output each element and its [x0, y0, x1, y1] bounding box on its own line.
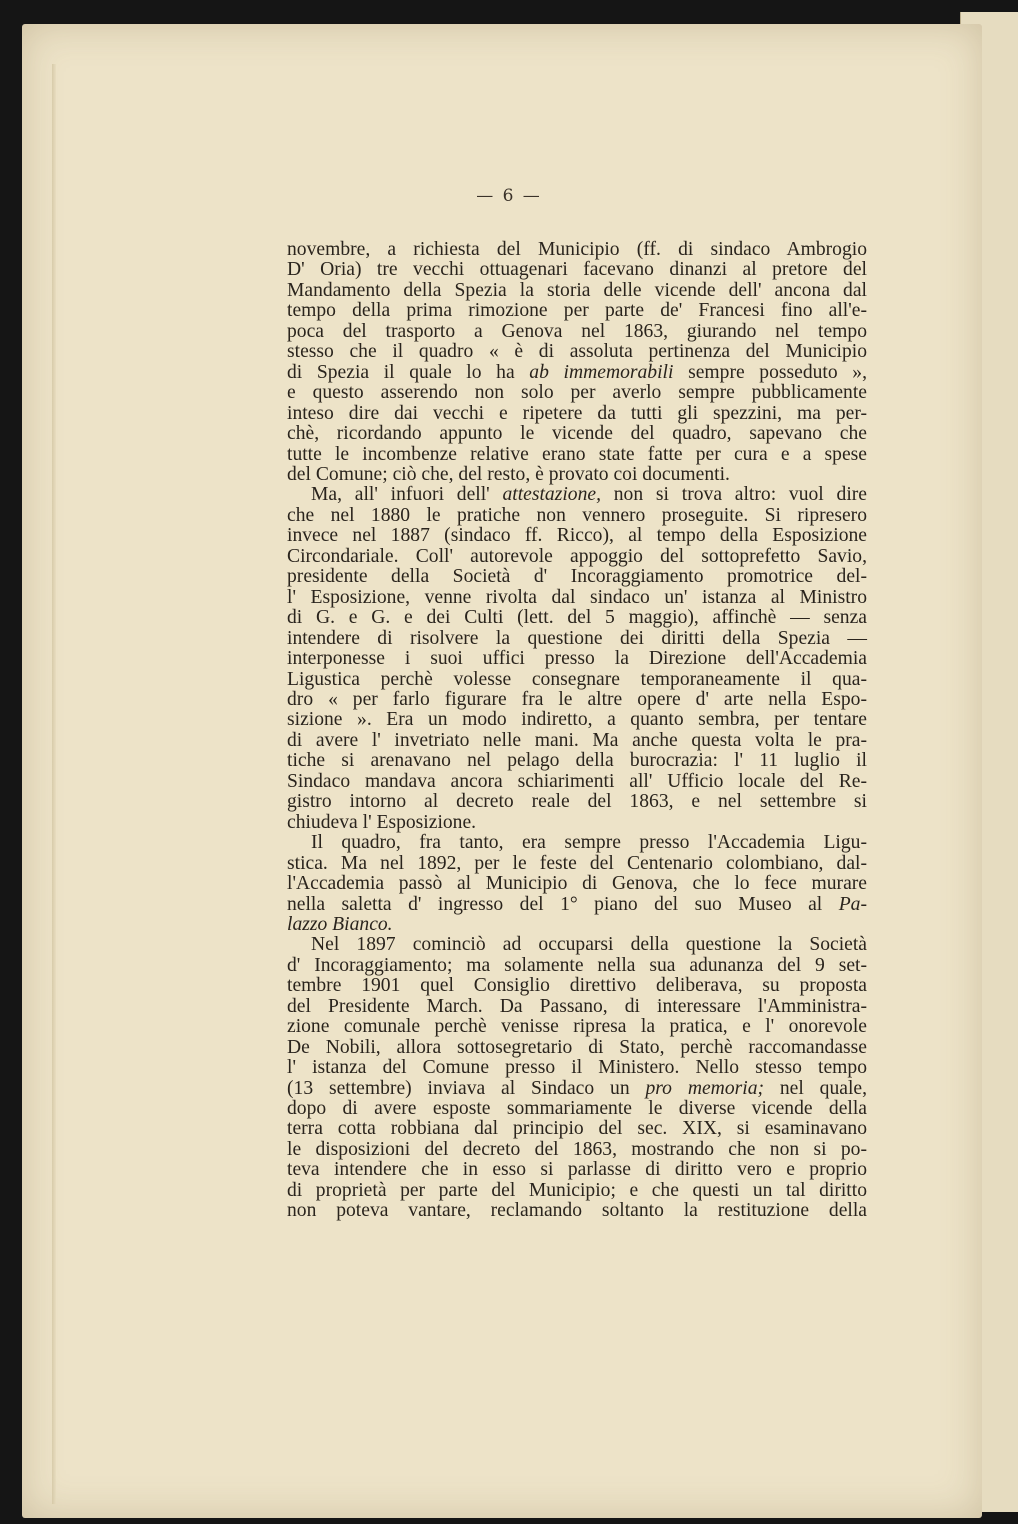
line-text: di Spezia il quale lo ha: [287, 361, 530, 383]
line-text: Il quadro, fra tanto, era sempre presso l'Accademia Ligu-: [311, 832, 867, 854]
text-line: [287, 915, 867, 935]
text-line: [287, 465, 867, 485]
line-text: non poteva vantare, reclamando soltanto la restituzione della: [287, 1200, 867, 1222]
text-line: [287, 997, 867, 1017]
text-line: [287, 935, 867, 955]
line-text: terra cotta robbiana dal principio del sec. XIX, si esaminavano: [287, 1118, 867, 1140]
line-text: d' Incoraggiamento; ma solamente nella sua adunanza del 9 set-: [287, 954, 867, 976]
text-line: [287, 1201, 867, 1221]
line-text: di avere l' invetriato nelle mani. Ma anche questa volta le pra-: [287, 729, 867, 751]
text-line: [287, 342, 867, 362]
line-text: tiche si arenavano nel pelago della burocrazia: l' 11 luglio il: [287, 750, 867, 772]
text-line: [287, 1017, 867, 1037]
line-text: nel quale,: [764, 1077, 867, 1099]
text-line: [287, 1160, 867, 1180]
text-line: [287, 567, 867, 587]
text-line: [287, 1181, 867, 1201]
line-text: nella saletta d' ingresso del 1° piano del suo Museo al: [287, 893, 839, 915]
line-text: D' Oria) tre vecchi ottuagenari facevano dinanzi al pretore del: [287, 259, 867, 281]
text-line: [287, 670, 867, 690]
text-line: [287, 854, 867, 874]
line-text: (13 settembre) inviava al Sindaco un: [287, 1077, 646, 1099]
text-line: [287, 956, 867, 976]
text-line: [287, 731, 867, 751]
line-text: invece nel 1887 (sindaco ff. Ricco), al tempo della Esposizione: [287, 525, 867, 547]
line-text: stica. Ma nel 1892, per le feste del Centenario colombiano, dal-: [287, 852, 867, 874]
line-text: chiudeva l' Esposizione.: [287, 811, 477, 833]
text-line: [287, 629, 867, 649]
text-line: [287, 322, 867, 342]
line-text: sizione ». Era un modo indiretto, a quanto sembra, per tentare: [287, 709, 867, 731]
italic-text: attestazione,: [502, 484, 601, 506]
line-text: le disposizioni del decreto del 1863, mostrando che non si po-: [287, 1138, 867, 1160]
text-line: [287, 1140, 867, 1160]
text-line: [287, 383, 867, 403]
text-line: [287, 240, 867, 260]
text-line: [287, 506, 867, 526]
text-line: [287, 588, 867, 608]
line-text: di proprietà per parte del Municipio; e che questi un tal diritto: [287, 1179, 867, 1201]
line-text: del Presidente March. Da Passano, di interessare l'Amministra-: [287, 995, 867, 1017]
line-text: tutte le incombenze relative erano state fatte per cura e a spese: [287, 443, 867, 465]
line-text: novembre, a richiesta del Municipio (ff. di sindaco Ambrogio: [287, 239, 867, 260]
line-text: Sindaco mandava ancora schiarimenti all' Ufficio locale del Re-: [287, 770, 867, 792]
line-text: dopo di avere esposte sommariamente le diverse vicende della: [287, 1098, 867, 1120]
line-text: Ligustica perchè volesse consegnare temporaneamente il qua-: [287, 668, 867, 690]
line-text: chè, ricordando appunto le vicende del quadro, sapevano che: [287, 423, 867, 445]
text-line: [287, 547, 867, 567]
text-line: [287, 404, 867, 424]
text-line: [287, 813, 867, 833]
text-line: [287, 976, 867, 996]
line-text: presidente della Società d' Incoraggiamento promotrice del-: [287, 566, 867, 588]
text-line: [287, 1038, 867, 1058]
line-text: Circondariale. Coll' autorevole appoggio del sottoprefetto Savio,: [287, 545, 867, 567]
italic-text: ab immemorabili: [529, 361, 674, 383]
text-line: [287, 1079, 867, 1099]
binding-edge: [52, 64, 56, 1504]
line-text: l' Esposizione, venne rivolta dal sindaco un' istanza al Ministro: [287, 586, 867, 608]
italic-text: Pa-: [838, 893, 867, 915]
line-text: De Nobili, allora sottosegretario di Stato, perchè raccomandasse: [287, 1036, 867, 1058]
line-text: che nel 1880 le pratiche non vennero proseguite. Si ripresero: [287, 504, 867, 526]
text-line: [287, 1119, 867, 1139]
text-line: [287, 649, 867, 669]
text-line: [287, 772, 867, 792]
line-text: Mandamento della Spezia la storia delle vicende dell' ancona dal: [287, 279, 867, 301]
text-line: [287, 260, 867, 280]
text-line: [287, 301, 867, 321]
line-text: stesso che il quadro « è di assoluta pertinenza del Municipio: [287, 341, 867, 363]
line-text: interponesse i suoi uffici presso la Direzione dell'Accademia: [287, 648, 867, 670]
line-text: e questo asserendo non solo per averlo sempre pubblicamente: [287, 382, 867, 404]
text-line: [287, 874, 867, 894]
line-text: teva intendere che in esso si parlasse di diritto vero e proprio: [287, 1159, 867, 1181]
line-text: di G. e G. e dei Culti (lett. del 5 maggio), affinchè — senza: [287, 607, 867, 629]
text-line: [287, 424, 867, 444]
text-line: [287, 792, 867, 812]
text-line: [287, 526, 867, 546]
line-text: tembre 1901 quel Consiglio direttivo deliberava, su proposta: [287, 975, 867, 997]
line-text: l' istanza del Comune presso il Ministero. Nello stesso tempo: [287, 1057, 867, 1079]
line-text: sempre posseduto »,: [673, 361, 867, 383]
text-line: [287, 833, 867, 853]
line-text: tempo della prima rimozione per parte de' Francesi fino all'e-: [287, 300, 867, 322]
body-text: [287, 240, 867, 1222]
italic-text: lazzo Bianco.: [287, 913, 393, 935]
text-line: [287, 1099, 867, 1119]
text-line: [287, 1058, 867, 1078]
line-text: del Comune; ciò che, del resto, è provato coi documenti.: [287, 463, 730, 485]
text-line: [287, 895, 867, 915]
line-text: Ma, all' infuori dell': [311, 484, 503, 506]
line-text: inteso dire dai vecchi e ripetere da tutti gli spezzini, ma per-: [287, 402, 867, 424]
line-text: gistro intorno al decreto reale del 1863, e nel settembre si: [287, 791, 867, 813]
text-line: [287, 363, 867, 383]
text-line: [287, 281, 867, 301]
text-line: [287, 485, 867, 505]
line-text: dro « per farlo figurare fra le altre opere d' arte nella Espo-: [287, 688, 867, 710]
text-line: [287, 690, 867, 710]
text-line: [287, 710, 867, 730]
line-text: Nel 1897 cominciò ad occuparsi della questione la Società: [311, 934, 867, 956]
line-text: intendere di risolvere la questione dei diritti della Spezia —: [287, 627, 867, 649]
text-line: [287, 608, 867, 628]
line-text: l'Accademia passò al Municipio di Genova, che lo fece murare: [287, 873, 867, 895]
line-text: non si trova altro: vuol dire: [600, 484, 867, 506]
page-number: — 6 —: [476, 186, 542, 206]
line-text: zione comunale perchè venisse ripresa la pratica, e l' onorevole: [287, 1016, 867, 1038]
text-line: [287, 445, 867, 465]
italic-text: pro memoria;: [645, 1077, 765, 1099]
text-line: [287, 751, 867, 771]
line-text: poca del trasporto a Genova nel 1863, giurando nel tempo: [287, 320, 867, 342]
